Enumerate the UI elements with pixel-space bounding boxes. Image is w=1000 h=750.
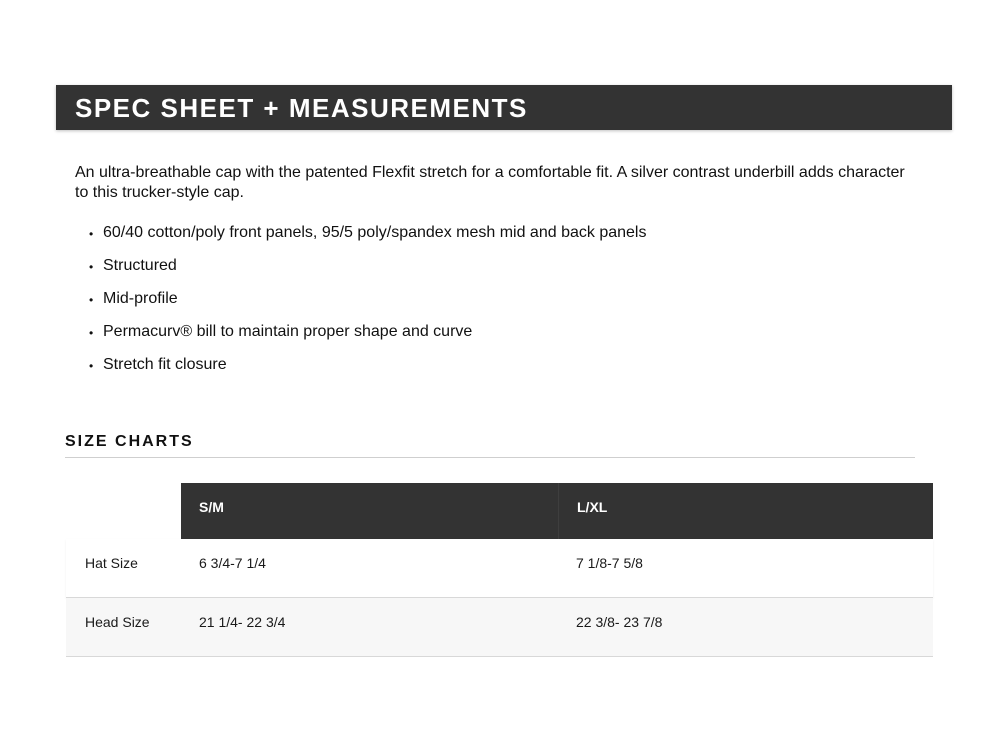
feature-item [75,256,905,276]
cell-sm: 21 1/4- 22 3/4 [199,614,286,630]
feature-text: Mid-profile [103,290,178,307]
page-title: SPEC SHEET + MEASUREMENTS [75,93,528,123]
bullet-icon: • [89,293,94,307]
size-charts-heading: SIZE CHARTS [65,433,194,450]
cell-lxl: 7 1/8-7 5/8 [576,555,643,571]
cell-sm: 6 3/4-7 1/4 [199,555,266,571]
row-label: Head Size [85,614,150,630]
cell-lxl: 22 3/8- 23 7/8 [576,614,663,630]
feature-text: 60/40 cotton/poly front panels, 95/5 poly/spandex mesh mid and back panels [103,224,647,241]
bullet-icon: • [89,326,94,340]
feature-list [75,223,905,388]
table-row [66,539,933,598]
bullet-icon: • [89,227,94,241]
section-divider [65,457,915,458]
feature-text: Stretch fit closure [103,356,227,373]
table-row [66,598,933,657]
spec-sheet-banner [56,85,952,130]
bullet-icon: • [89,359,94,373]
row-label: Hat Size [85,555,138,571]
feature-item [75,355,905,375]
feature-item [75,223,905,243]
product-description: An ultra-breathable cap with the patented Flexfit stretch for a comfortable fit. A silver contrast underbill adds character to this trucker-style cap. [75,164,905,201]
table-header [181,483,933,539]
column-divider [558,483,559,539]
feature-item [75,322,905,342]
feature-item [75,289,905,309]
column-header-lxl: L/XL [577,499,608,515]
bullet-icon: • [89,260,94,274]
feature-text: Structured [103,257,177,274]
feature-text: Permacurv® bill to maintain proper shape and curve [103,323,473,340]
column-header-sm: S/M [199,499,224,515]
